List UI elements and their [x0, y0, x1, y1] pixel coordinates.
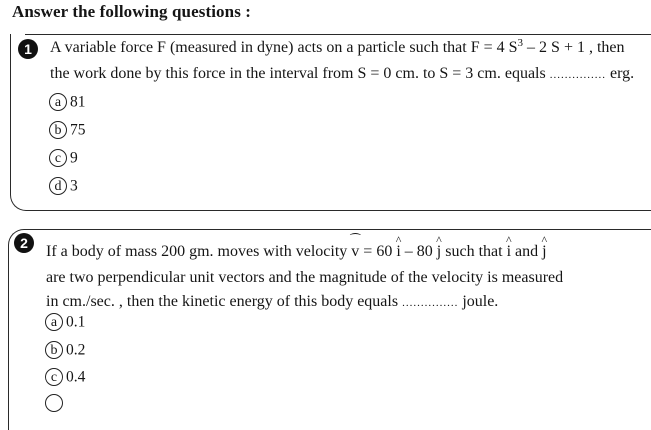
- question-2-option-c[interactable]: c 0.4: [45, 366, 85, 388]
- question-2-line-1: If a body of mass 200 gm. moves with velocity ⁀ v = 60 ^ i – 80 ^ j such that ^ i and ^ j: [46, 240, 547, 264]
- question-1-frame: [10, 34, 651, 211]
- answer-blank: ...............: [402, 297, 459, 309]
- question-1-line-1: A variable force F (measured in dyne) acts on a particle such that F = 4 $S^3 - 2$ S + 1 , then: [50, 37, 625, 56]
- option-letter: c: [45, 368, 63, 386]
- question-1-number: 1: [18, 39, 38, 59]
- option-letter: c: [49, 149, 67, 167]
- section-heading: Answer the following questions :: [12, 2, 252, 21]
- option-letter: b: [45, 341, 63, 359]
- question-2-option-d-partial[interactable]: [45, 392, 66, 414]
- question-2-option-b[interactable]: b 0.2: [45, 339, 85, 361]
- question-1-line-2: the work done by this force in the interval from S = 0 cm. to S = 3 cm. equals ............... erg.: [50, 65, 635, 82]
- option-letter: a: [49, 93, 67, 111]
- question-1-option-d[interactable]: d 3: [49, 175, 78, 197]
- option-letter: a: [45, 313, 63, 331]
- question-1-option-c[interactable]: c 9: [49, 147, 78, 169]
- question-2-number: 2: [14, 233, 34, 253]
- question-1-option-b[interactable]: b 75: [49, 119, 86, 141]
- answer-blank: ...............: [549, 69, 606, 81]
- question-2-line-3: in cm./sec. , then the kinetic energy of this body equals ............... joule.: [46, 293, 499, 310]
- option-letter: b: [49, 121, 67, 139]
- option-letter: [45, 394, 63, 412]
- question-1-option-a[interactable]: a 81: [49, 91, 86, 113]
- question-2-line-2: are two perpendicular unit vectors and the magnitude of the velocity is measured: [46, 269, 564, 286]
- option-letter: d: [49, 177, 67, 195]
- question-2-option-a[interactable]: a 0.1: [45, 311, 85, 333]
